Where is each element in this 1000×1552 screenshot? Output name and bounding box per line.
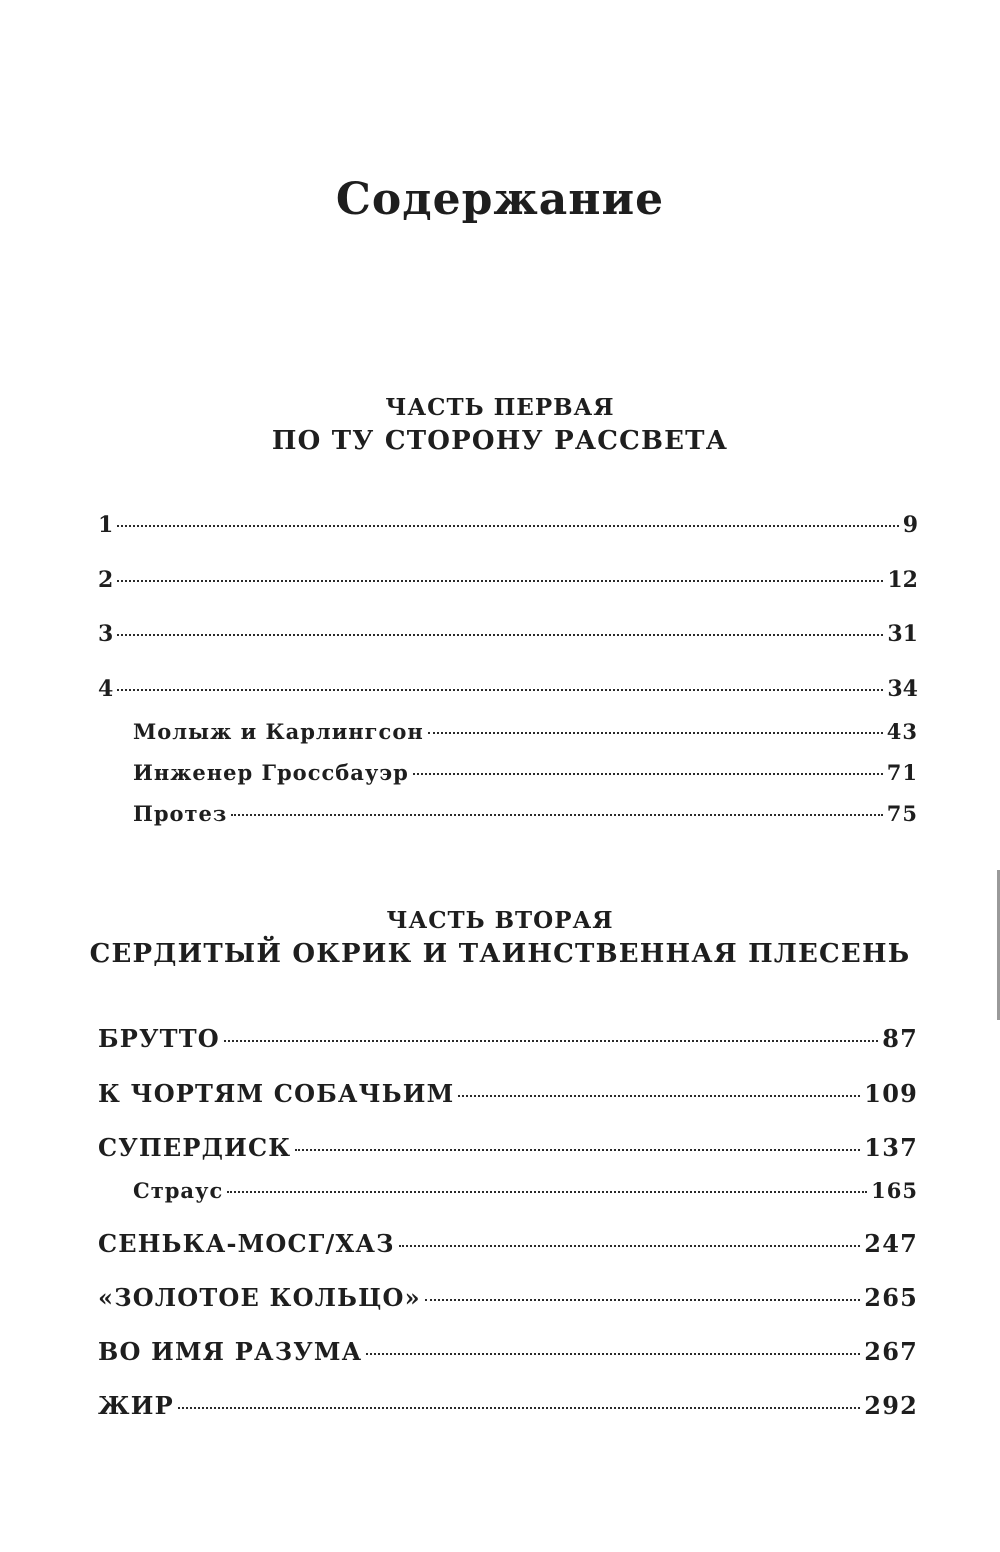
- toc-entry-page: 109: [864, 1079, 918, 1108]
- dot-leader: [178, 1407, 860, 1409]
- toc-entry-page: 87: [882, 1024, 918, 1053]
- toc-entry-page: 71: [886, 760, 918, 785]
- toc-entry-senka[interactable]: [98, 1229, 918, 1258]
- toc-entry-label: СЕНЬКА-МОСГ/ХАЗ: [98, 1229, 395, 1258]
- dot-leader: [117, 580, 883, 582]
- dot-leader: [399, 1245, 861, 1247]
- toc-entry-page: 43: [886, 719, 918, 744]
- dot-leader: [227, 1191, 867, 1193]
- dot-leader: [458, 1095, 860, 1097]
- toc-entry-label: «ЗОЛОТОЕ КОЛЬЦО»: [98, 1283, 421, 1312]
- toc-entry-page: 75: [886, 801, 918, 826]
- toc-entry-superdisk[interactable]: [98, 1133, 918, 1162]
- toc-entry-label: ЖИР: [98, 1391, 174, 1420]
- toc-entry-label: СУПЕРДИСК: [98, 1133, 292, 1162]
- toc-entry-label: Протез: [133, 801, 228, 826]
- toc-entry-1[interactable]: [98, 512, 918, 538]
- toc-entry-label: 1: [98, 512, 114, 538]
- toc-entry-page: 34: [887, 676, 918, 702]
- part-two-label: ЧАСТЬ ВТОРАЯ: [386, 907, 614, 934]
- toc-entry-label: 4: [98, 676, 114, 702]
- toc-subentry-molyzh[interactable]: [133, 719, 918, 744]
- toc-subentry-grossbauer[interactable]: [133, 760, 918, 785]
- toc-entry-label: БРУТТО: [98, 1024, 220, 1053]
- dot-leader: [366, 1353, 860, 1355]
- dot-leader: [117, 525, 898, 527]
- page-title: Содержание: [335, 174, 665, 225]
- toc-entry-label: К ЧОРТЯМ СОБАЧЬИМ: [98, 1079, 455, 1108]
- dot-leader: [117, 634, 883, 636]
- toc-entry-k-chortyam[interactable]: [98, 1079, 918, 1108]
- dot-leader: [295, 1149, 860, 1151]
- toc-entry-label: 3: [98, 621, 114, 647]
- toc-entry-page: 31: [887, 621, 918, 647]
- dot-leader: [413, 773, 883, 775]
- toc-entry-page: 12: [887, 567, 918, 593]
- toc-entry-label: Страус: [133, 1178, 224, 1203]
- toc-entry-vo-imya-razuma[interactable]: [98, 1337, 918, 1366]
- dot-leader: [224, 1040, 878, 1042]
- toc-subentry-straus[interactable]: [133, 1178, 918, 1203]
- toc-entry-page: 265: [864, 1283, 918, 1312]
- toc-entry-label: ВО ИМЯ РАЗУМА: [98, 1337, 363, 1366]
- part-two-name: СЕРДИТЫЙ ОКРИК И ТАИНСТВЕННАЯ ПЛЕСЕНЬ: [89, 939, 911, 969]
- dot-leader: [231, 814, 882, 816]
- dot-leader: [117, 689, 883, 691]
- toc-entry-page: 137: [864, 1133, 918, 1162]
- toc-entry-zolotoe-koltso[interactable]: [98, 1283, 918, 1312]
- dot-leader: [425, 1299, 860, 1301]
- toc-entry-zhir[interactable]: [98, 1391, 918, 1420]
- dot-leader: [428, 732, 883, 734]
- toc-entry-3[interactable]: [98, 621, 918, 647]
- part-one-heading: [0, 393, 1000, 459]
- part-one-label: ЧАСТЬ ПЕРВАЯ: [385, 394, 615, 421]
- toc-entry-label: Молыж и Карлингсон: [133, 719, 424, 744]
- part-one-name: ПО ТУ СТОРОНУ РАССВЕТА: [271, 426, 729, 456]
- toc-entry-label: 2: [98, 567, 114, 593]
- toc-entry-page: 292: [864, 1391, 918, 1420]
- part-two-heading: [0, 906, 1000, 972]
- toc-entry-page: 9: [902, 512, 918, 538]
- toc-entry-label: Инженер Гроссбауэр: [133, 760, 409, 785]
- toc-entry-4[interactable]: [98, 676, 918, 702]
- toc-entry-page: 247: [864, 1229, 918, 1258]
- toc-entry-brutto[interactable]: [98, 1024, 918, 1053]
- toc-entry-page: 267: [864, 1337, 918, 1366]
- toc-subentry-protez[interactable]: [133, 801, 918, 826]
- toc-entry-page: 165: [871, 1178, 918, 1203]
- toc-entry-2[interactable]: [98, 567, 918, 593]
